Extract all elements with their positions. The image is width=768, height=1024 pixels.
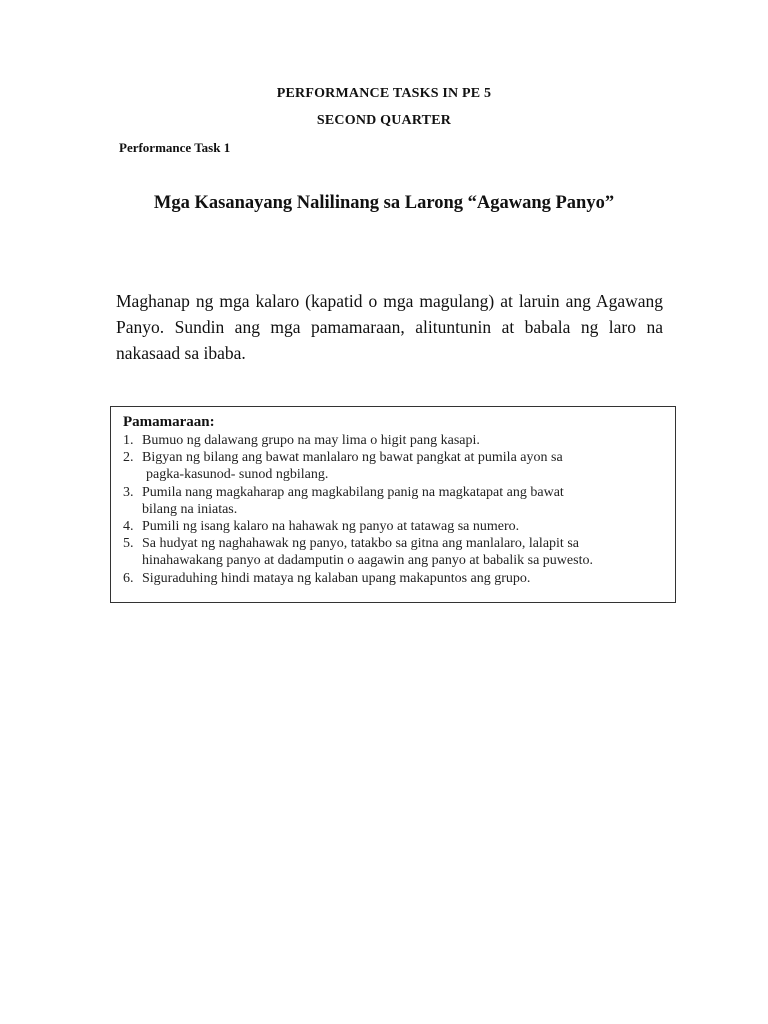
procedure-step <box>123 570 665 587</box>
step-number: 5. <box>123 536 134 552</box>
procedure-step <box>123 518 665 535</box>
step-text <box>142 432 665 449</box>
step-text <box>142 570 665 587</box>
document-heading: PERFORMANCE TASKS IN PE 5 <box>276 86 492 101</box>
step-text <box>142 484 665 518</box>
step-number: 4. <box>123 519 134 535</box>
step-line: Sa hudyat ng naghahawak ng panyo, tatakbo sa gitna ang manlalaro, lalapit sa <box>142 536 579 552</box>
step-text <box>142 449 665 483</box>
procedure-step <box>123 449 665 483</box>
step-text <box>142 518 665 535</box>
procedure-step <box>123 484 665 518</box>
procedure-box <box>110 406 676 603</box>
step-number: 2. <box>123 450 134 466</box>
step-line-continued: hinahawakang panyo at dadamputin o aagawin ang panyo at babalik sa puwesto. <box>142 553 593 569</box>
step-line: Pumila nang magkaharap ang magkabilang panig na magkatapat ang bawat <box>142 484 564 500</box>
task-title: Mga Kasanayang Nalilinang sa Larong “Agawang Panyo” <box>153 193 615 213</box>
task-label: Performance Task 1 <box>119 140 231 155</box>
step-line-continued: pagka-kasunod- sunod ngbilang. <box>146 467 329 483</box>
procedure-step <box>123 432 665 449</box>
step-text <box>142 535 665 569</box>
step-number: 3. <box>123 484 134 500</box>
quarter-heading: SECOND QUARTER <box>316 113 452 128</box>
step-number: 1. <box>123 433 134 448</box>
step-line: Siguraduhing hindi mataya ng kalaban upang makapuntos ang grupo. <box>142 570 531 586</box>
step-number: 6. <box>123 570 134 586</box>
procedure-title: Pamamaraan: <box>123 414 215 430</box>
instructions-paragraph: Maghanap ng mga kalaro (kapatid o mga magulang) at laruin ang Agawang Panyo. Sundin ang mga pamamaraan, alituntunin at babala ng laro na nakasaad sa ibaba. <box>116 291 663 363</box>
step-line: Bumuo ng dalawang grupo na may lima o higit pang kasapi. <box>142 433 480 448</box>
step-line: Bigyan ng bilang ang bawat manlalaro ng bawat pangkat at pumila ayon sa <box>142 450 563 466</box>
procedure-step <box>123 535 665 569</box>
step-line-continued: bilang na iniatas. <box>142 501 238 517</box>
procedure-steps <box>123 432 665 587</box>
step-line: Pumili ng isang kalaro na hahawak ng panyo at tatawag sa numero. <box>142 519 520 535</box>
